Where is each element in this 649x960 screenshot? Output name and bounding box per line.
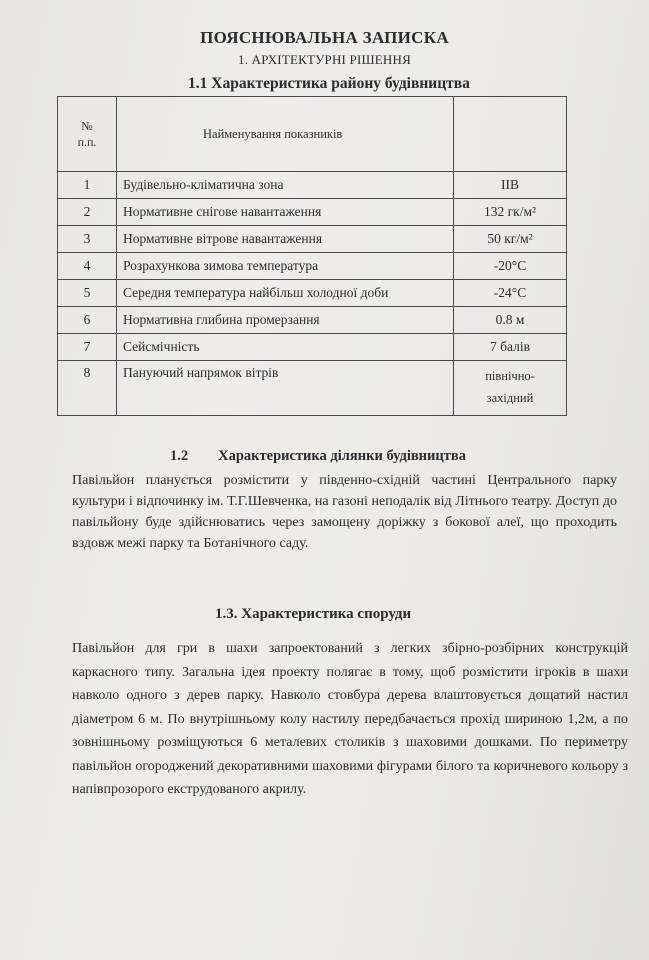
row-number: 8	[58, 361, 117, 416]
header-number	[58, 97, 117, 172]
row-number: 5	[58, 280, 117, 307]
row-value: 50 кг/м²	[454, 226, 567, 253]
row-value: -20°С	[454, 253, 567, 280]
subsection-title-1-3: 1.3. Характеристика споруди	[215, 606, 412, 622]
table-row	[58, 361, 567, 416]
table-row	[58, 172, 567, 199]
paragraph-structure	[72, 637, 628, 802]
paragraph-site	[72, 470, 617, 554]
row-name: Середня температура найбільш холодної доби	[117, 280, 454, 307]
row-value: 7 балів	[454, 334, 567, 361]
row-name: Нормативне вітрове навантаження	[117, 226, 454, 253]
row-number: 3	[58, 226, 117, 253]
row-number: 7	[58, 334, 117, 361]
parameters-table	[57, 96, 567, 416]
row-value: ІІВ	[454, 172, 567, 199]
table-row	[58, 199, 567, 226]
row-name: Сейсмічність	[117, 334, 454, 361]
row-value-text: північно- західний	[485, 369, 535, 405]
row-name: Розрахункова зимова температура	[117, 253, 454, 280]
table-row	[58, 334, 567, 361]
subsection-1-2-number: 1.2	[170, 448, 189, 464]
row-name: Будівельно-кліматична зона	[117, 172, 454, 199]
row-number: 2	[58, 199, 117, 226]
header-name: Найменування показників	[117, 97, 454, 172]
row-value: -24°С	[454, 280, 567, 307]
subsection-title-1-1: 1.1 Характеристика району будівництва	[188, 75, 470, 92]
table-header-row	[58, 97, 567, 172]
row-number: 1	[58, 172, 117, 199]
header-number-text: № п.п.	[77, 119, 97, 149]
table-row	[58, 280, 567, 307]
row-number: 4	[58, 253, 117, 280]
document-title: ПОЯСНЮВАЛЬНА ЗАПИСКА	[200, 28, 449, 47]
row-value: 132 гк/м²	[454, 199, 567, 226]
row-value: 0.8 м	[454, 307, 567, 334]
subsection-title-1-2	[170, 448, 466, 465]
row-name: Пануючий напрямок вітрів	[117, 361, 454, 416]
row-number: 6	[58, 307, 117, 334]
paragraph-site-text: Павільйон планується розмістити у південно-східній частині Центрального парку культури і відпочинку ім. Т.Г.Шевченка, на газоні неподалік від Літнього театру. Доступ до павільйону буде здійснюватись через замощену доріжку з бокової алеї, що проходить вздовж межі парку та Ботанічного саду.	[72, 473, 617, 551]
section-title: 1. АРХІТЕКТУРНІ РІШЕННЯ	[238, 52, 411, 67]
row-name: Нормативне снігове навантаження	[117, 199, 454, 226]
table-row	[58, 253, 567, 280]
subsection-1-2-text: Характеристика ділянки будівництва	[218, 448, 466, 464]
row-value	[454, 361, 567, 416]
paragraph-structure-text: Павільйон для гри в шахи запроектований з легких збірно-розбірних конструкцій каркасного типу. Загальна ідея проекту полягає в тому, щоб розмістити ігроків в шахи навколо одного з дерев парку. Навколо стовбура дерева влаштовується дощатий настил діаметром 6 м. По внутрішньому колу настилу передбачається прохід шириною 1,2м, а по зовнішньому розміщуються 6 металевих столиків з шаховими дошками. По периметру павільйон огороджений декоративними шаховими фігурами білого та коричневого кольору з напівпрозорого екструдованого акрилу.	[72, 641, 628, 797]
header-value	[454, 97, 567, 172]
table-row	[58, 307, 567, 334]
row-name: Нормативна глибина промерзання	[117, 307, 454, 334]
table-row	[58, 226, 567, 253]
